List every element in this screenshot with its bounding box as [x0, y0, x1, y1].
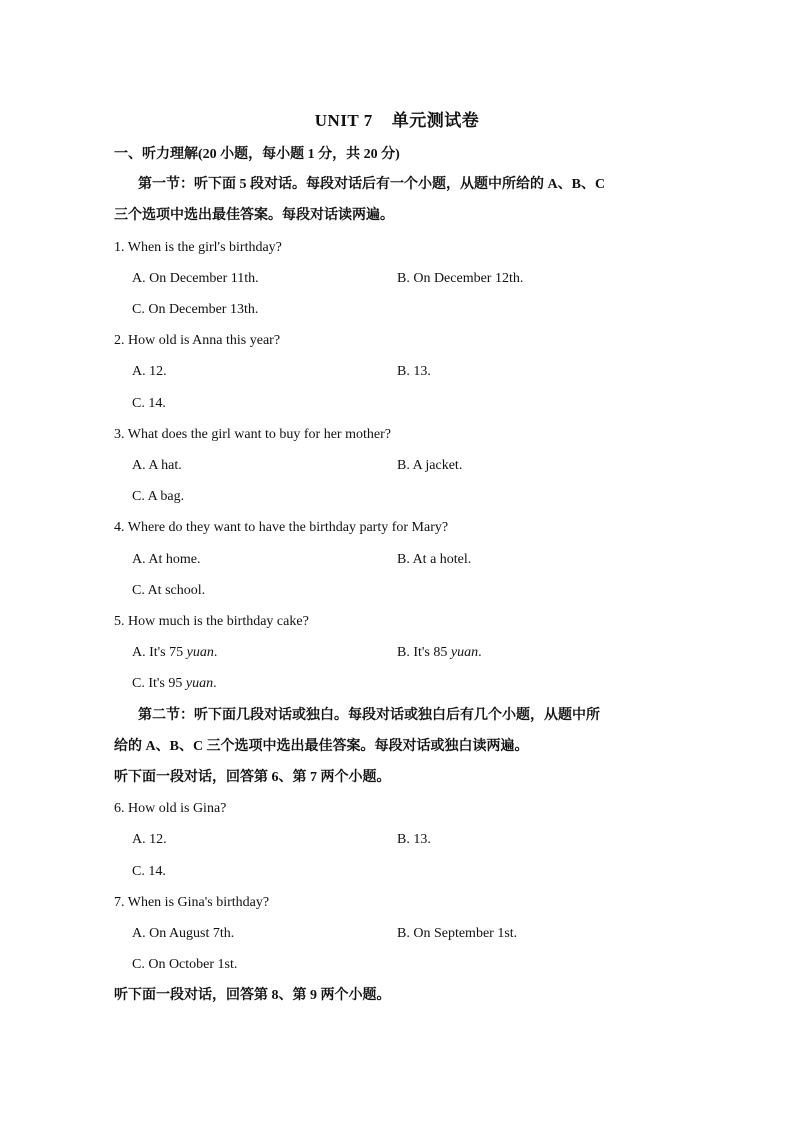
- question-4-option-b: B. At a hotel.: [397, 552, 472, 567]
- question-6-option-c: C. 14.: [132, 864, 166, 879]
- question-5-option-c: [132, 674, 217, 694]
- question-6-stem: 6. How old is Gina?: [114, 801, 227, 816]
- currency-unit: yuan: [185, 676, 214, 691]
- question-2-stem: 2. How old is Anna this year?: [114, 333, 281, 348]
- question-5-option-a: [132, 643, 217, 663]
- question-5-stem: 5. How much is the birthday cake?: [114, 614, 309, 629]
- option-text: C. It's 95: [132, 676, 186, 691]
- question-6-option-b: B. 13.: [397, 832, 431, 847]
- page-title: UNIT 7 单元测试卷: [314, 111, 480, 130]
- dialogue-instructions-8-9: 听下面一段对话，回答第 8、第 9 两个小题。: [114, 988, 391, 1003]
- question-1-option-c: C. On December 13th.: [132, 302, 259, 317]
- question-3-option-c: C. A bag.: [132, 489, 185, 504]
- part1-instructions-line1: 第一节：听下面 5 段对话。每段对话后有一个小题，从题中所给的 A、B、C: [138, 177, 606, 192]
- question-2-option-a: A. 12.: [132, 364, 167, 379]
- question-4-option-a: A. At home.: [132, 552, 201, 567]
- currency-unit: yuan: [450, 645, 479, 660]
- question-2-option-b: B. 13.: [397, 364, 431, 379]
- question-1-option-b: B. On December 12th.: [397, 271, 524, 286]
- part1-instructions-line2: 三个选项中选出最佳答案。每段对话读两遍。: [114, 208, 394, 223]
- part2-instructions-line2: 给的 A、B、C 三个选项中选出最佳答案。每段对话或独白读两遍。: [114, 739, 529, 754]
- option-text: A. It's 75: [132, 645, 187, 660]
- part2-instructions-line1: 第二节：听下面几段对话或独白。每段对话或独白后有几个小题，从题中所: [138, 708, 600, 723]
- question-3-option-a: A. A hat.: [132, 458, 182, 473]
- question-5-option-b: [397, 643, 482, 663]
- option-period: .: [213, 676, 217, 691]
- question-2-option-c: C. 14.: [132, 396, 166, 411]
- question-3-option-b: B. A jacket.: [397, 458, 463, 473]
- option-period: .: [478, 645, 482, 660]
- question-7-option-c: C. On October 1st.: [132, 957, 238, 972]
- question-3-stem: 3. What does the girl want to buy for her mother?: [114, 427, 391, 442]
- question-6-option-a: A. 12.: [132, 832, 167, 847]
- question-7-option-a: A. On August 7th.: [132, 926, 235, 941]
- dialogue-instructions-6-7: 听下面一段对话，回答第 6、第 7 两个小题。: [114, 770, 391, 785]
- question-4-option-c: C. At school.: [132, 583, 206, 598]
- currency-unit: yuan: [186, 645, 214, 660]
- section-heading: 一、听力理解(20 小题，每小题 1 分，共 20 分): [114, 147, 400, 162]
- question-7-stem: 7. When is Gina's birthday?: [114, 895, 270, 910]
- option-text: B. It's 85: [397, 645, 451, 660]
- question-1-option-a: A. On December 11th.: [132, 271, 259, 286]
- question-1-stem: 1. When is the girl's birthday?: [114, 240, 282, 255]
- question-7-option-b: B. On September 1st.: [397, 926, 518, 941]
- option-period: .: [213, 645, 218, 660]
- question-4-stem: 4. Where do they want to have the birthday party for Mary?: [114, 520, 449, 535]
